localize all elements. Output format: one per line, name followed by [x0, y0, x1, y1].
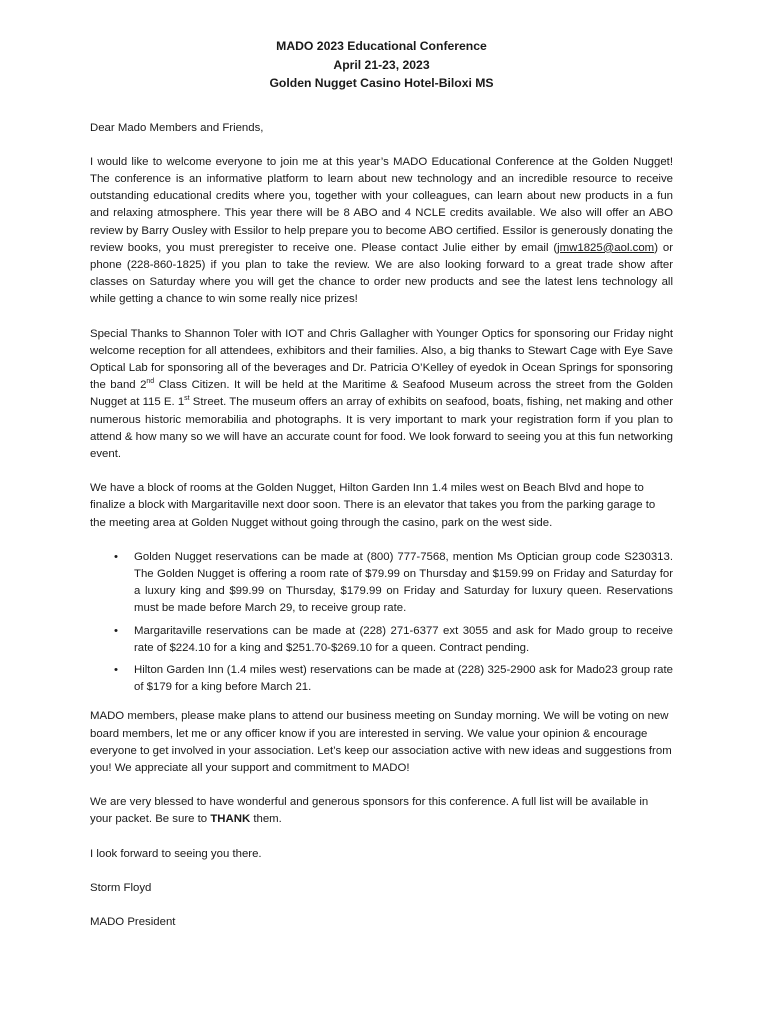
- list-item-golden-nugget: • Golden Nugget reservations can be made at (800) 777-7568, mention Ms Optician group code S230313. The Golden Nugget is offering a room rate of $79.99 on Thursday and $159.99 on Friday and Saturday for a luxury king and $99.99 on Thursday, $179.99 on Friday and Saturday for luxury queen. Reservations must be made before March 29, to receive group rate.: [134, 549, 673, 618]
- thanks-text-2: Class Citizen. It will be held at the Maritime & Seafood Museum across the street from the Golden Nugget at 115 E. 1: [90, 379, 673, 409]
- greeting: Dear Mado Members and Friends,: [90, 121, 264, 134]
- signature-title: MADO President: [90, 916, 176, 929]
- sponsors-text-2: them.: [250, 813, 282, 826]
- sponsors-text-1: We are very blessed to have wonderful and generous sponsors for this conference. A full list will be available in your packet. Be sure to: [90, 796, 649, 826]
- sponsors-paragraph: [90, 794, 673, 828]
- title-line-1: MADO 2023 Educational Conference: [276, 39, 487, 53]
- list-item-hilton: • Hilton Garden Inn (1.4 miles west) reservations can be made at (228) 325-2900 ask for Mado23 group rate of $179 for a king before March 21.: [134, 662, 673, 696]
- superscript-nd: nd: [146, 378, 155, 386]
- thanks-text-1: Special Thanks to Shannon Toler with IOT and Chris Gallagher with Younger Optics for sponsoring our Friday night welcome reception for all attendees, exhibitors and their families. Also, a big thanks to Stewart Cage with Eye Save Optical Lab for sponsoring all of the beverages and Dr. Patricia O’Kelley of eyedok in Ocean Springs for sponsoring the band 2: [90, 327, 673, 392]
- signature-name: Storm Floyd: [90, 881, 152, 894]
- rooms-paragraph: We have a block of rooms at the Golden Nugget, Hilton Garden Inn 1.4 miles west on Beach Blvd and hope to finalize a block with Margaritaville next door soon. There is an elevator that takes you from the parking garage to the meeting area at Golden Nugget without going through the casino, park on the west side.: [90, 482, 656, 529]
- reservation-list: [90, 549, 673, 697]
- list-item-margaritaville: • Margaritaville reservations can be made at (228) 271-6377 ext 3055 and ask for Mado group to receive rate of $224.10 for a king and $251.70-$269.10 for a queen. Contract pending.: [134, 623, 673, 657]
- thank-emphasis: THANK: [210, 813, 251, 826]
- closing-line: I look forward to seeing you there.: [90, 847, 262, 860]
- welcome-text-2: ) or phone (228-860-1825) if you plan to take the review. We are also looking forward to a great trade show after classes on Saturday where you will get the chance to order new products and see the latest lens technology all while getting a chance to win some really nice prizes!: [90, 241, 673, 306]
- conference-title: [90, 37, 673, 93]
- thanks-paragraph: [90, 326, 673, 464]
- thanks-text-3: Street. The museum offers an array of exhibits on seafood, boats, fishing, net making and other numerous historic memorabilia and photographs. It is very important to mark your registration form if you plan to attend & how many so we will have an accurate count for food. We look forward to seeing you at this fun networking event.: [90, 396, 673, 460]
- email-link[interactable]: jmw1825@aol.com: [557, 241, 655, 254]
- welcome-paragraph: [90, 154, 673, 309]
- welcome-text-1: I would like to welcome everyone to join me at this year’s MADO Educational Conference at the Golden Nugget! The conference is an informative platform to learn about new technology and an incredible resource to receive outstanding educational credits where you, together with your colleagues, can learn about new products in a fun and relaxing atmosphere. This year there will be 8 ABO and 4 NCLE credits available. We also will offer an ABO review by Barry Ousley with Essilor to help prepare you to become ABO certified. Essilor is generously donating the review books, you must preregister to receive one. Please contact Julie either by email (: [90, 155, 673, 254]
- title-line-2: April 21-23, 2023: [333, 57, 430, 72]
- superscript-st: st: [184, 395, 190, 403]
- meeting-paragraph: MADO members, please make plans to attend our business meeting on Sunday morning. We will be voting on new board members, let me or any officer know if you are interested in serving. We value your opinion & encourage everyone to get involved in your association. Let’s keep our association active with new ideas and suggestions from you! We appreciate all your support and commitment to MADO!: [90, 710, 672, 774]
- title-line-3: Golden Nugget Casino Hotel-Biloxi MS: [269, 76, 494, 90]
